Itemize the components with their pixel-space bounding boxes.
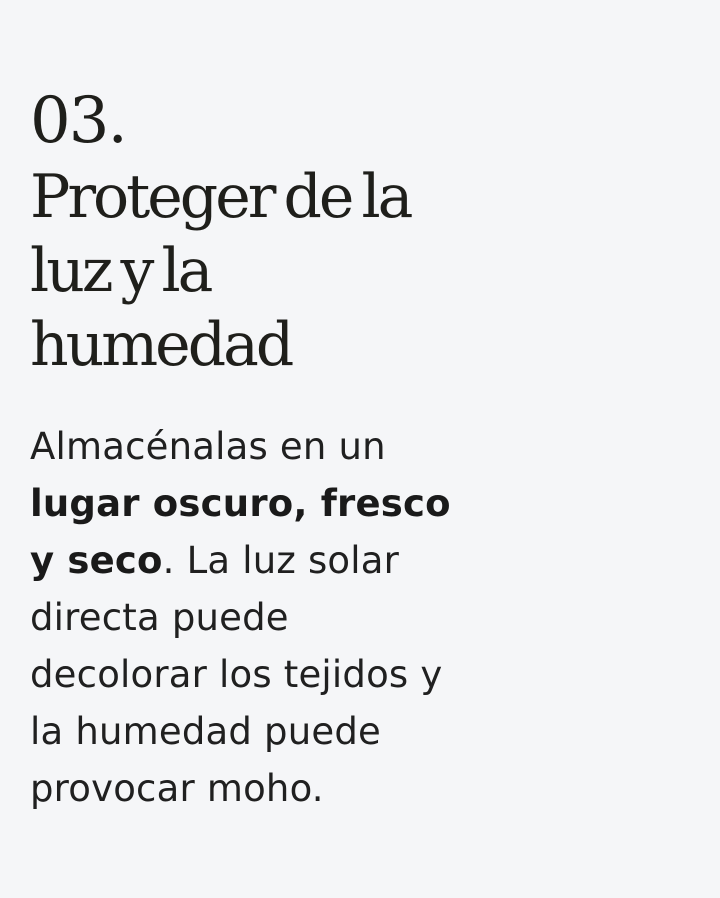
body-line-5: decolorar los tejidos y [30, 653, 443, 696]
tip-number: 03. [30, 84, 126, 158]
tip-title-line-1: Proteger de la [30, 162, 411, 232]
body-line-4: directa puede [30, 596, 289, 639]
tip-body [30, 418, 700, 817]
body-line-2 [30, 475, 700, 532]
body-emphasis-1: lugar oscuro, fresco [30, 482, 451, 525]
tip-heading [30, 82, 700, 382]
tip-title-line-3: humedad [30, 310, 292, 380]
body-line-1: Almacénalas en un [30, 425, 386, 468]
body-line-3-rest: . La luz solar [162, 539, 400, 582]
body-line-3 [30, 532, 700, 589]
body-line-6: la humedad puede [30, 710, 381, 753]
tip-title-line-2: luz y la [30, 236, 211, 306]
body-line-7: provocar moho. [30, 767, 324, 810]
body-emphasis-2: y seco [30, 539, 163, 582]
